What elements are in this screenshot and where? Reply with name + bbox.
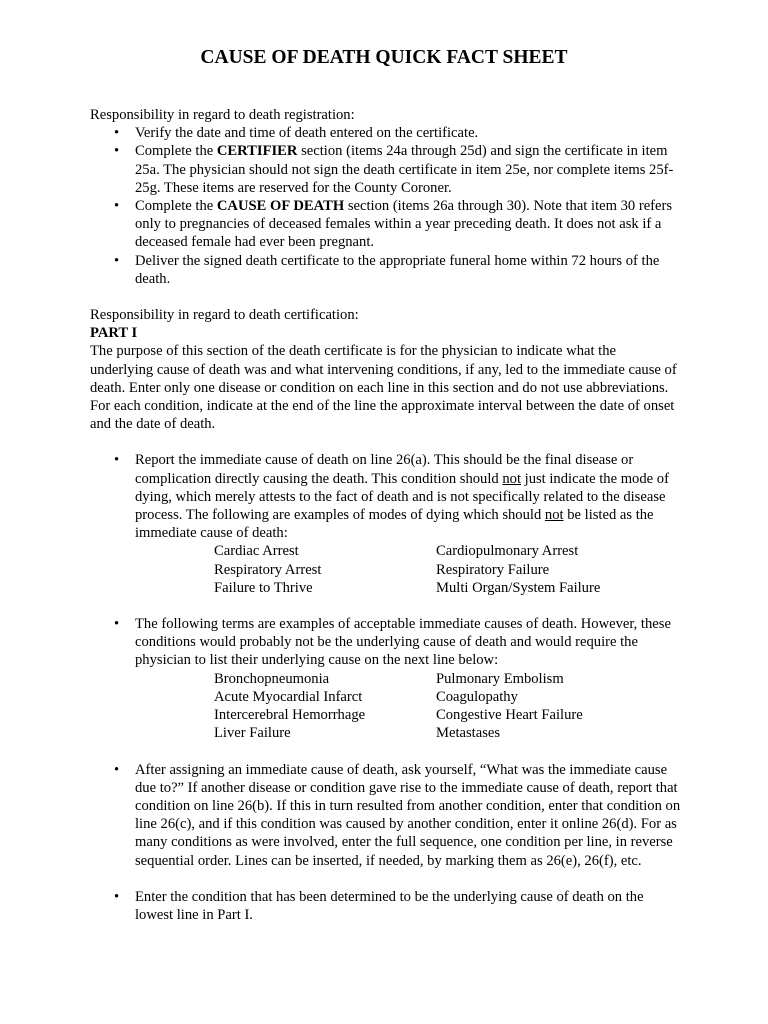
term-item: Cardiopulmonary Arrest — [436, 543, 579, 560]
certification-bullet-underlying: • Enter the condition that has been determined to be the underlying cause of death on the lowest line in Part I. — [90, 888, 682, 924]
text-run: just indicate the mode of dying, which merely attests to the fact of death and is not specifically related to the disease process. The following are examples of modes of dying which should — [135, 470, 669, 524]
certification-list-3 — [90, 761, 682, 870]
term-item: Intercerebral Hemorrhage — [214, 707, 366, 724]
acceptable-causes-list — [90, 670, 682, 743]
term-item: Cardiac Arrest — [214, 543, 299, 560]
cause-of-death-emphasis: CAUSE OF DEATH — [216, 198, 345, 215]
part-heading — [90, 324, 682, 342]
text-run: Report the immediate cause of death on line 26(a). This should be the final disease or complication directly causing the death. This condition should — [135, 452, 634, 487]
certification-list-4 — [90, 888, 682, 924]
page-title: CAUSE OF DEATH QUICK FACT SHEET — [200, 47, 568, 68]
term-item: Respiratory Failure — [436, 561, 550, 578]
term-item: Metastases — [436, 725, 501, 742]
registration-bullet-cause — [90, 197, 682, 252]
certifier-emphasis: CERTIFIER — [216, 143, 298, 160]
document-body — [90, 106, 682, 924]
text-run: section (items 26a through 30). Note that item 30 refers only to pregnancies of deceased females within a year preceding death. It does not ask if a deceased female had ever been pregnant. — [135, 198, 673, 251]
text-run: be listed as the immediate cause of death: — [135, 507, 654, 542]
text-run: section (items 24a through 25d) and sign the certificate in item 25a. The physician should not sign the death certificate in item 25e, nor complete items 25f-25g. These items are reserved for the County Coroner. — [135, 143, 674, 196]
term-item: Failure to Thrive — [214, 579, 313, 596]
part-i-label: PART I — [90, 325, 138, 342]
term-item: Congestive Heart Failure — [436, 707, 583, 724]
term-item: Bronchopneumonia — [214, 670, 330, 687]
term-item: Coagulopathy — [436, 688, 518, 705]
registration-list — [90, 124, 682, 288]
term-item: Multi Organ/System Failure — [436, 579, 601, 596]
underlined-not: not — [502, 470, 521, 487]
certification-bullet-acceptable: • The following terms are examples of acceptable immediate causes of death. However, these conditions would probably not be the underlying cause of death and would require the physician to list their underlying cause on the next line below: — [90, 615, 682, 670]
certification-bullet-sequence: • After assigning an immediate cause of death, ask yourself, “What was the immediate cause due to?” If another disease or condition gave rise to the immediate cause of death, report that condition on line 26(b). If this in turn resulted from another condition, enter that condition on line 26(c), and if this condition was caused by another condition, enter it online 26(d). For as many conditions as were involved, enter the full sequence, one condition per line, in reverse sequential order. Lines can be inserted, if needed, by marking them as 26(e), 26(f), etc. — [90, 761, 682, 870]
registration-intro: Responsibility in regard to death registration: — [90, 107, 355, 123]
registration-bullet-deliver: • Deliver the signed death certificate to the appropriate funeral home within 72 hours of the death. — [90, 252, 682, 288]
term-item: Respiratory Arrest — [214, 561, 322, 578]
modes-of-dying-list — [90, 542, 682, 597]
term-item: Pulmonary Embolism — [436, 670, 564, 687]
registration-bullet-certifier — [90, 142, 682, 197]
underlined-not: not — [544, 507, 564, 524]
term-item: Liver Failure — [214, 725, 291, 742]
certification-list — [90, 451, 682, 542]
registration-bullet-verify: • Verify the date and time of death entered on the certificate. — [90, 124, 682, 142]
term-item: Acute Myocardial Infarct — [214, 688, 363, 705]
purpose-paragraph: The purpose of this section of the death certificate is for the physician to indicate what the underlying cause of death was and what intervening conditions, if any, led to the immediate cause of death. Enter only one disease or condition on each line in this section and do not use abbreviations. For each condition, indicate at the end of the line the approximate interval between the date of onset and the date of death. — [90, 343, 677, 433]
certification-intro: Responsibility in regard to death certification: — [90, 307, 359, 324]
text-run: Complete the — [135, 143, 217, 160]
certification-list-2 — [90, 615, 682, 670]
certification-bullet-immediate — [90, 451, 682, 542]
text-run: Complete the — [135, 198, 217, 215]
